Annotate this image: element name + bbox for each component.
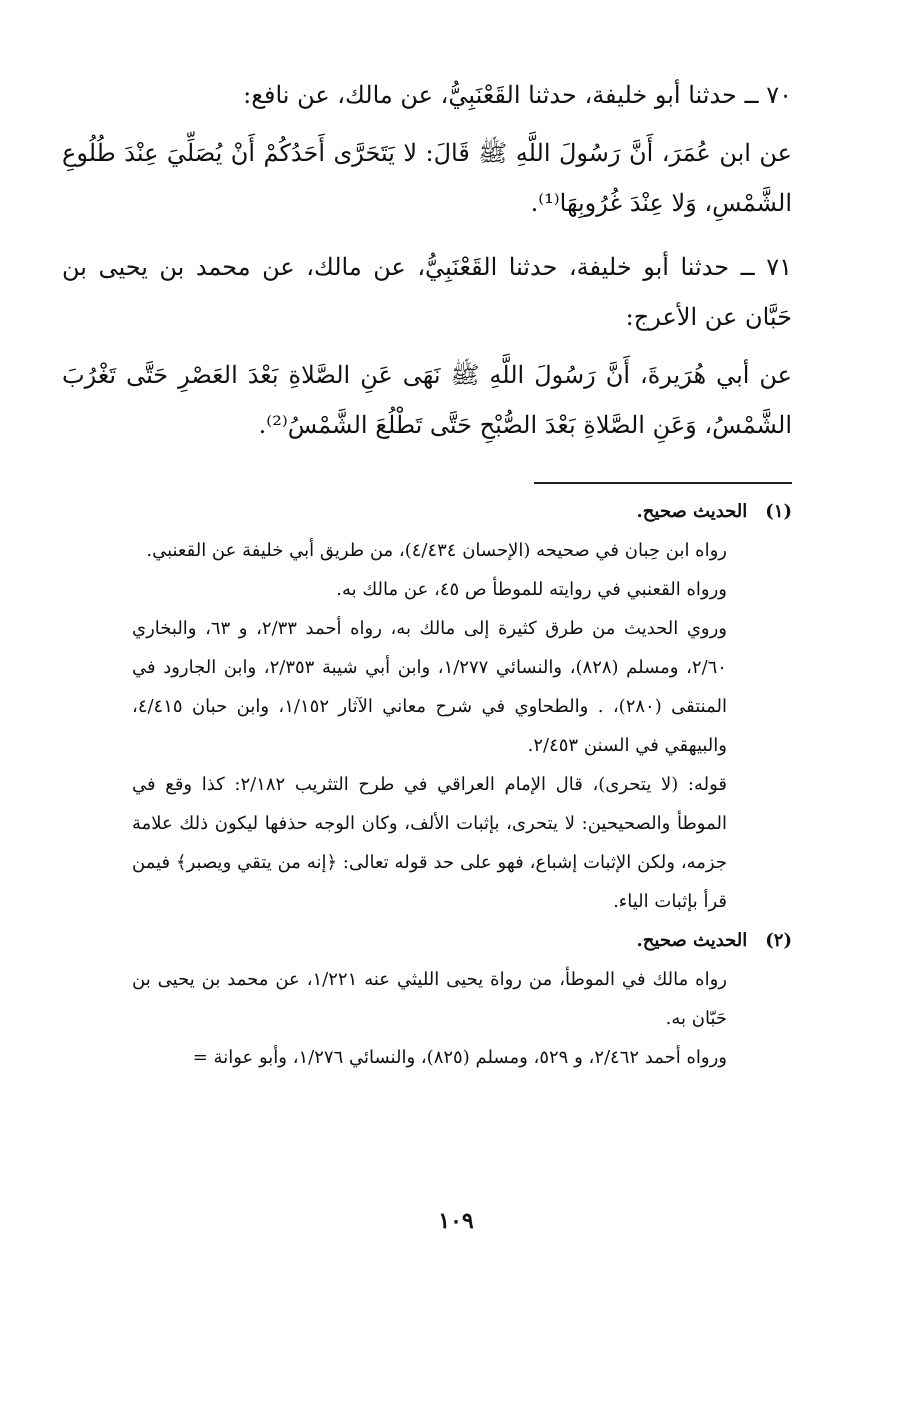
- footnote-1-paragraph: ورواه القعنبي في روايته للموطأ ص ٤٥، عن مالك به.: [336, 579, 727, 600]
- footnote-2-heading: [132, 921, 792, 960]
- footnote-1-paragraph: قوله: (لا يتحرى)، قال الإمام العراقي في طرح التثريب ٢/١٨٢: كذا وقع في الموطأ والصحيحين: لا يتحرى، بإثبات الألف، وكان الوجه حذفها ليكون ذلك علامة جزمه، ولكن الإثبات إشباع، فهو على حد قوله تعالى: ﴿إنه من يتقي ويصبر﴾ فيمن قرأ بإثبات الياء.: [132, 774, 727, 912]
- hadith-71-matn: عن أبي هُرَيرةَ، أَنَّ رَسُولَ اللَّهِ ﷺ نَهَى عَنِ الصَّلاةِ بَعْدَ العَصْرِ حَتَّى تَغْرُبَ الشَّمْسُ، وَعَنِ الصَّلاةِ بَعْدَ الصُّبْحِ حَتَّى تَطْلُعَ الشَّمْسُ⁽²⁾.: [62, 361, 792, 439]
- footnote-1-number: (١): [765, 501, 792, 522]
- footnote-1-heading: [132, 492, 792, 531]
- hadith-70-isnad: ٧٠ ــ حدثنا أبو خليفة، حدثنا القَعْنَبِيُّ، عن مالك، عن نافع:: [243, 81, 792, 109]
- footnote-divider: [534, 482, 792, 484]
- footnote-2-title: الحديث صحيح.: [636, 930, 748, 951]
- footnote-1-paragraph: رواه ابن حِبان في صحيحه (الإحسان ٤/٤٣٤)، من طريق أبي خليفة عن القعنبي.: [146, 540, 727, 561]
- footnotes: [132, 492, 792, 1077]
- footnote-1-paragraph: وروي الحديث من طرق كثيرة إلى مالك به، رواه أحمد ٢/٣٣، و ٦٣، والبخاري ٢/٦٠، ومسلم (٨٢٨)، والنسائي ١/٢٧٧، وابن أبي شيبة ٢/٣٥٣، وابن الجارود في المنتقى (٢٨٠)، . والطحاوي في شرح معاني الآثار ١/١٥٢، وابن حبان ٤/٤١٥، والبيهقي في السنن ٢/٤٥٣.: [132, 618, 728, 756]
- footnote-1-title: الحديث صحيح.: [636, 501, 748, 522]
- footnote-2-paragraph: ورواه أحمد ٢/٤٦٢، و ٥٢٩، ومسلم (٨٢٥)، والنسائي ١/٢٧٦، وأبو عوانة =: [192, 1047, 727, 1068]
- hadith-70-matn: عن ابن عُمَرَ، أَنَّ رَسُولَ اللَّهِ ﷺ قَالَ: لا يَتَحَرَّى أَحَدُكُمْ أَنْ يُصَلِّيَ عِنْدَ طُلُوعِ الشَّمْسِ، وَلا عِنْدَ غُرُوبِهَا⁽¹⁾.: [62, 139, 792, 217]
- page-number: ١٠٩: [438, 1208, 474, 1234]
- footnote-2-paragraph: رواه مالك في الموطأ، من رواة يحيى الليثي عنه ١/٢٢١، عن محمد بن يحيى بن حَبّان به.: [132, 969, 728, 1029]
- footnote-2-number: (٢): [765, 930, 792, 951]
- hadith-71-isnad: ٧١ ــ حدثنا أبو خليفة، حدثنا القَعْنَبِيُّ، عن مالك، عن محمد بن يحيى بن حَبَّان عن الأعرج:: [62, 253, 792, 331]
- hadith-text: [62, 70, 792, 464]
